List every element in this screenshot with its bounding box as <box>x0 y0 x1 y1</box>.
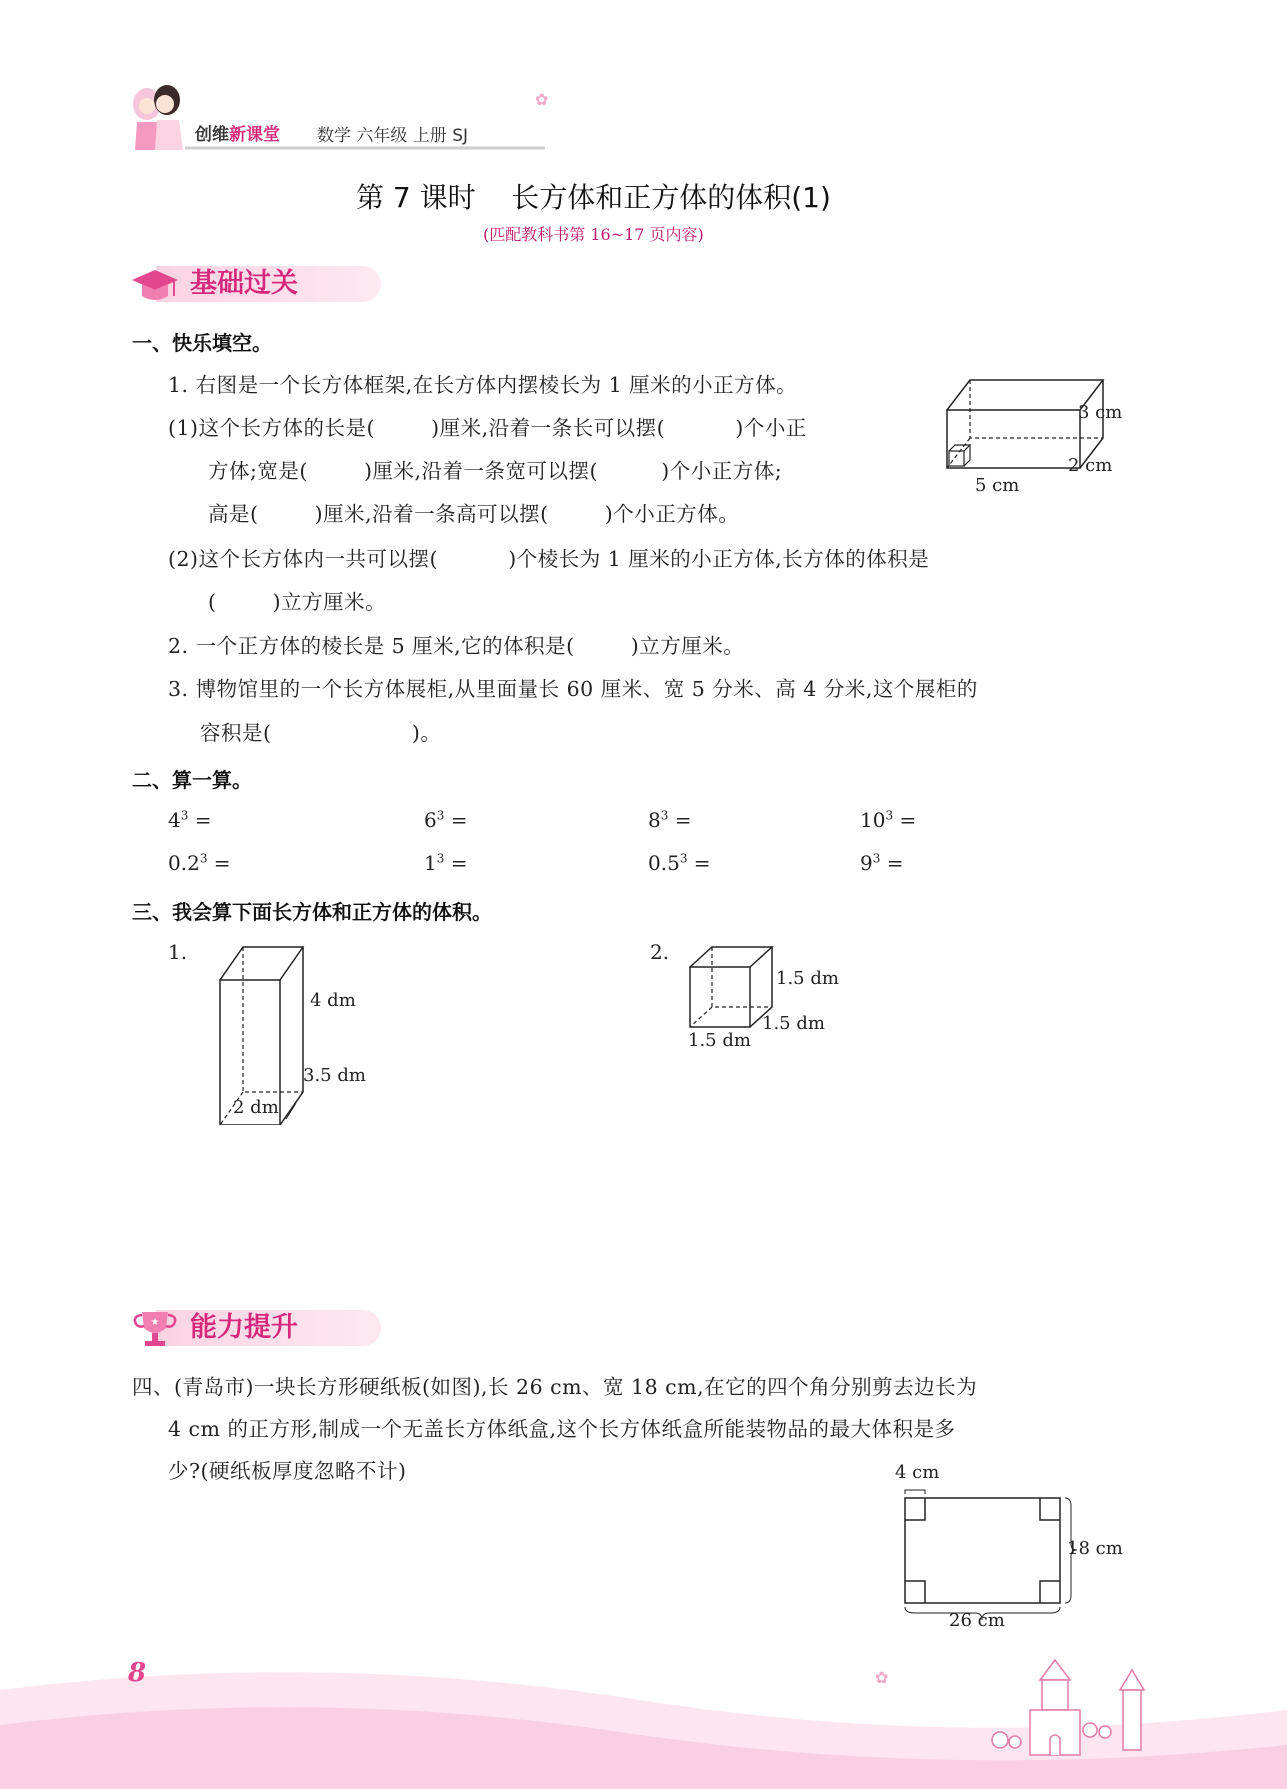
q3-line-b: 容积是( )。 <box>200 721 442 745</box>
cartoon-girls-logo <box>125 70 191 156</box>
banner-basic <box>128 262 388 306</box>
book-info: 数学 六年级 上册 SJ <box>317 126 469 146</box>
trophy-icon <box>130 1306 180 1350</box>
cube-figure-2 <box>650 935 870 1065</box>
part1-heading: 一、快乐填空。 <box>132 331 272 355</box>
q1-intro: 1. 右图是一个长方体框架,在长方体内摆棱长为 1 厘米的小正方体。 <box>168 373 798 397</box>
part4-line-b: 4 cm 的正方形,制成一个无盖长方体纸盒,这个长方体纸盒所能装物品的最大体积是多 <box>168 1417 956 1441</box>
q1-2-line-b: ( )立方厘米。 <box>208 590 387 614</box>
cuboid-1-length-label: 2 dm <box>233 1097 279 1118</box>
cuboid-1-height-label: 4 dm <box>310 990 356 1011</box>
calc-item: $0.2^3$ = <box>168 851 231 875</box>
q2-text: 2. 一个正方体的棱长是 5 厘米,它的体积是( )立方厘米。 <box>168 634 745 658</box>
figure-1-number: 1. <box>168 940 188 964</box>
corner-size-label: 4 cm <box>895 1462 940 1483</box>
part2-heading: 二、算一算。 <box>132 768 252 792</box>
cuboid-frame-figure <box>940 375 1130 505</box>
graduation-cap-icon <box>128 262 182 306</box>
cardboard-figure <box>885 1460 1145 1635</box>
calc-item: $4^3$ = <box>168 808 212 832</box>
calc-item: $6^3$ = <box>424 808 468 832</box>
calc-item: $10^3$ = <box>860 808 917 832</box>
cuboid-length-label: 5 cm <box>975 475 1020 496</box>
cube-2-width-label: 1.5 dm <box>762 1013 825 1034</box>
q1-2-line-a: (2)这个长方体内一共可以摆( )个棱长为 1 厘米的小正方体,长方体的体积是 <box>168 547 930 571</box>
brand-logo: 创维新课堂 <box>195 125 280 145</box>
cuboid-1-width-label: 3.5 dm <box>303 1065 366 1086</box>
cuboid-height-label: 3 cm <box>1078 402 1123 423</box>
cuboid-figure-1 <box>168 935 408 1125</box>
figure-2-number: 2. <box>650 940 670 964</box>
q3-line-a: 3. 博物馆里的一个长方体展柜,从里面量长 60 厘米、宽 5 分米、高 4 分米,这个展柜的 <box>168 677 978 701</box>
q1-1-line-a: (1)这个长方体的长是( )厘米,沿着一条长可以摆( )个小正 <box>168 416 807 440</box>
flower-icon: ✿ <box>535 90 549 109</box>
part3-heading: 三、我会算下面长方体和正方体的体积。 <box>132 900 492 924</box>
calc-item: $8^3$ = <box>648 808 692 832</box>
flower-icon: ✿ <box>875 1668 889 1687</box>
lesson-title: 第 7 课时 长方体和正方体的体积(1) <box>356 181 831 214</box>
calc-item: $1^3$ = <box>424 851 468 875</box>
calc-item: $0.5^3$ = <box>648 851 711 875</box>
lesson-subtitle: (匹配教科书第 16~17 页内容) <box>483 225 704 244</box>
page-number: 8 <box>128 1658 147 1688</box>
cardboard-width-label: 18 cm <box>1067 1538 1123 1559</box>
q1-1-line-c: 高是( )厘米,沿着一条高可以摆( )个小正方体。 <box>208 502 740 526</box>
q1-1-line-b: 方体;宽是( )厘米,沿着一条宽可以摆( )个小正方体; <box>208 459 783 483</box>
cuboid-frame-drawing <box>940 375 1130 505</box>
cuboid-1-drawing <box>168 935 408 1125</box>
cube-2-height-label: 1.5 dm <box>776 968 839 989</box>
banner-advanced-label: 能力提升 <box>190 1312 298 1343</box>
svg-text:★: ★ <box>150 1317 160 1328</box>
cube-2-drawing <box>650 935 870 1065</box>
part4-line-a: 四、(青岛市)一块长方形硬纸板(如图),长 26 cm、宽 18 cm,在它的四个角分别剪去边长为 <box>132 1375 978 1399</box>
header <box>125 70 555 156</box>
part4-line-c: 少?(硬纸板厚度忽略不计) <box>168 1459 407 1483</box>
banner-basic-label: 基础过关 <box>190 268 298 299</box>
cardboard-length-label: 26 cm <box>949 1610 1005 1631</box>
cube-2-length-label: 1.5 dm <box>688 1030 751 1051</box>
castle-decoration <box>960 1650 1180 1760</box>
calc-item: $9^3$ = <box>860 851 904 875</box>
banner-advanced <box>128 1306 388 1350</box>
cuboid-width-label: 2 cm <box>1068 455 1113 476</box>
